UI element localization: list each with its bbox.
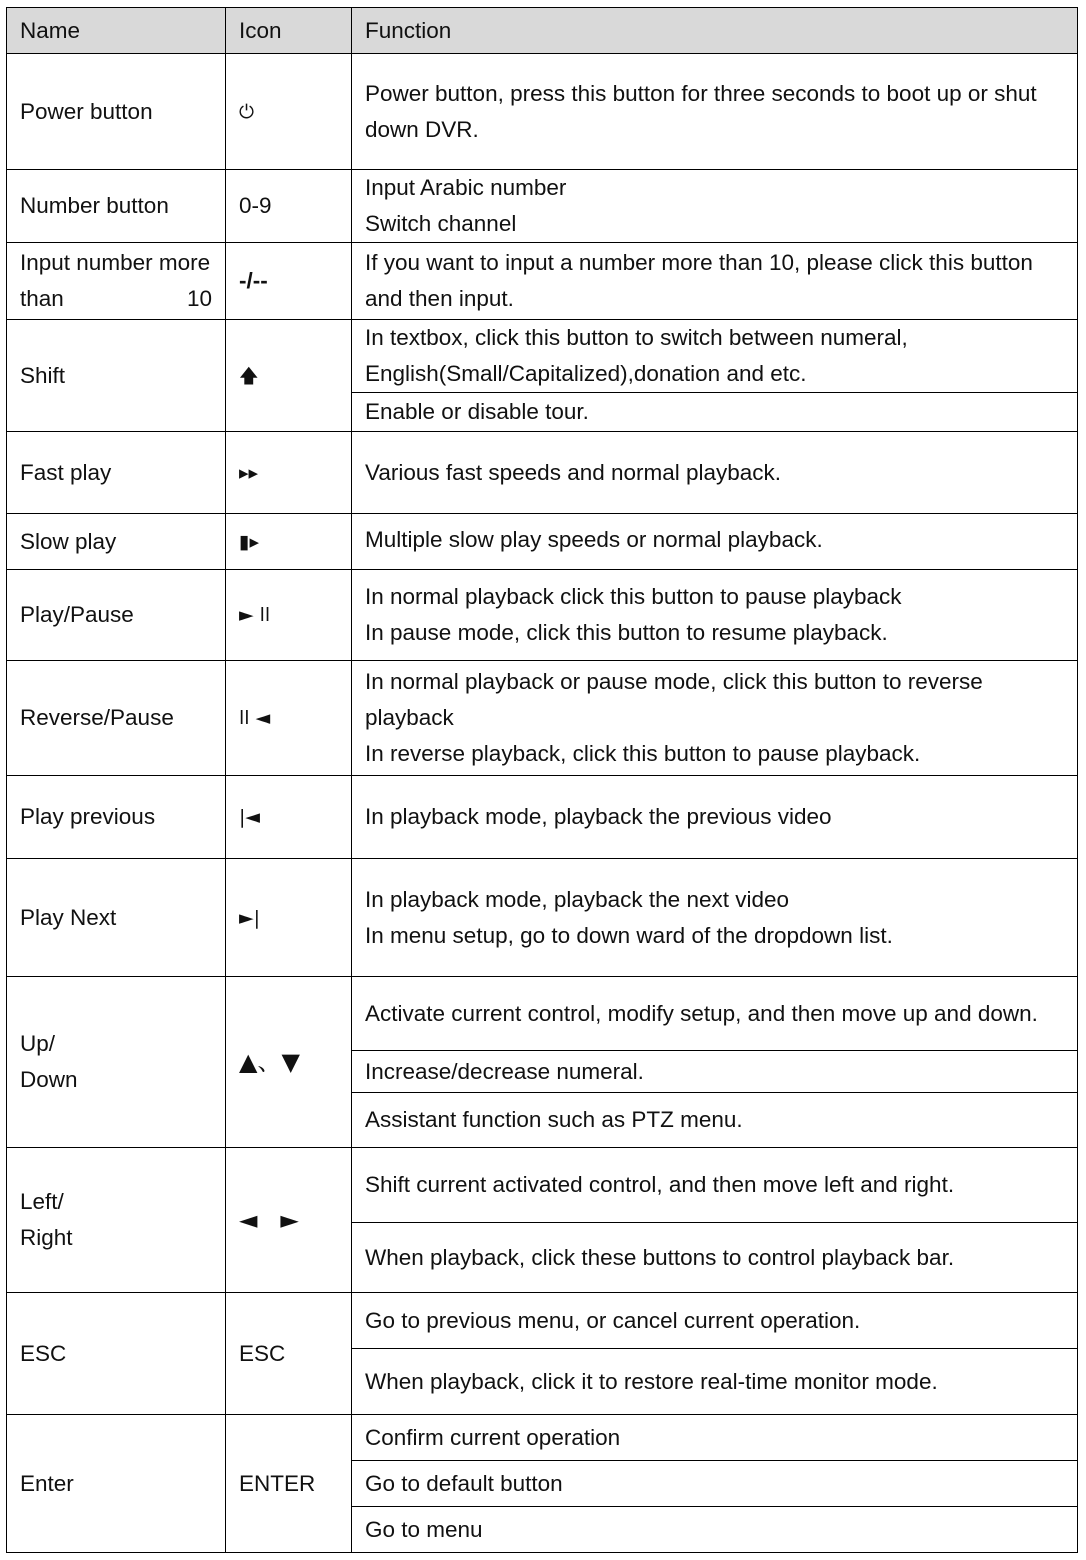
row-function: If you want to input a number more than 10, please click this button and then input.	[352, 243, 1078, 320]
row-name: Play/Pause	[7, 570, 226, 661]
row-name: Power button	[7, 54, 226, 170]
table-row	[7, 243, 1078, 320]
power-icon: ⏻	[226, 54, 352, 170]
row-name: Left/ Right	[7, 1148, 226, 1293]
number-keys-icon: 0-9	[226, 170, 352, 243]
row-function: Activate current control, modify setup, and then move up and down.	[352, 977, 1078, 1051]
enter-key-icon: ENTER	[226, 1415, 352, 1553]
table-row	[7, 1148, 1078, 1223]
row-function: Multiple slow play speeds or normal playback.	[352, 514, 1078, 570]
row-name: Up/ Down	[7, 977, 226, 1148]
fast-forward-icon: ▸▸	[226, 432, 352, 514]
row-function: When playback, click these buttons to control playback bar.	[352, 1223, 1078, 1293]
up-down-arrows-icon: ▲、▼	[226, 977, 352, 1148]
table-header	[7, 8, 1078, 54]
dash-slash-icon: -/--	[226, 243, 352, 320]
row-function: In playback mode, playback the previous video	[352, 776, 1078, 859]
table-row	[7, 1293, 1078, 1349]
play-pause-icon: ► ll	[226, 570, 352, 661]
row-name: Shift	[7, 320, 226, 432]
row-name: ESC	[7, 1293, 226, 1415]
row-name: Enter	[7, 1415, 226, 1553]
header-name: Name	[7, 8, 226, 54]
play-next-icon: ►|	[226, 859, 352, 977]
shift-arrow-icon: 🡅	[226, 320, 352, 432]
row-function: Confirm current operation	[352, 1415, 1078, 1461]
table-row	[7, 1415, 1078, 1461]
header-function: Function	[352, 8, 1078, 54]
row-function: Increase/decrease numeral.	[352, 1051, 1078, 1093]
row-name: Fast play	[7, 432, 226, 514]
row-name: Reverse/Pause	[7, 661, 226, 776]
row-function: Power button, press this button for three seconds to boot up or shut down DVR.	[352, 54, 1078, 170]
row-function: Various fast speeds and normal playback.	[352, 432, 1078, 514]
row-function: Assistant function such as PTZ menu.	[352, 1093, 1078, 1148]
row-function: Go to menu	[352, 1507, 1078, 1553]
reverse-pause-icon: ll ◄	[226, 661, 352, 776]
row-name: Play Next	[7, 859, 226, 977]
header-icon: Icon	[226, 8, 352, 54]
row-function: Input Arabic number Switch channel	[352, 170, 1078, 243]
table-row	[7, 661, 1078, 776]
header-row	[7, 8, 1078, 54]
row-function: In playback mode, playback the next video In menu setup, go to down ward of the dropdown list.	[352, 859, 1078, 977]
esc-key-icon: ESC	[226, 1293, 352, 1415]
table-row	[7, 977, 1078, 1051]
row-name: Input number more than 10	[7, 243, 226, 320]
row-function: In normal playback or pause mode, click this button to reverse playback In reverse playback, click this button to pause playback.	[352, 661, 1078, 776]
table-row	[7, 514, 1078, 570]
row-function: In normal playback click this button to pause playback In pause mode, click this button to resume playback.	[352, 570, 1078, 661]
row-function: Go to previous menu, or cancel current operation.	[352, 1293, 1078, 1349]
button-function-table	[6, 7, 1078, 1553]
row-function: Shift current activated control, and then move left and right.	[352, 1148, 1078, 1223]
table-row	[7, 320, 1078, 393]
table-row	[7, 776, 1078, 859]
row-function: When playback, click it to restore real-time monitor mode.	[352, 1349, 1078, 1415]
row-function: Go to default button	[352, 1461, 1078, 1507]
play-previous-icon: |◄	[226, 776, 352, 859]
table-row	[7, 859, 1078, 977]
row-name: Play previous	[7, 776, 226, 859]
row-name: Number button	[7, 170, 226, 243]
row-function: Enable or disable tour.	[352, 393, 1078, 432]
table-row	[7, 432, 1078, 514]
left-right-arrows-icon: ◄ ►	[226, 1148, 352, 1293]
row-function: In textbox, click this button to switch between numeral, English(Small/Capitalized),donation and etc.	[352, 320, 1078, 393]
slow-play-icon: ▮▸	[226, 514, 352, 570]
button-reference-sheet	[6, 7, 1077, 1553]
table-row	[7, 170, 1078, 243]
table-row	[7, 54, 1078, 170]
row-name: Slow play	[7, 514, 226, 570]
table-row	[7, 570, 1078, 661]
